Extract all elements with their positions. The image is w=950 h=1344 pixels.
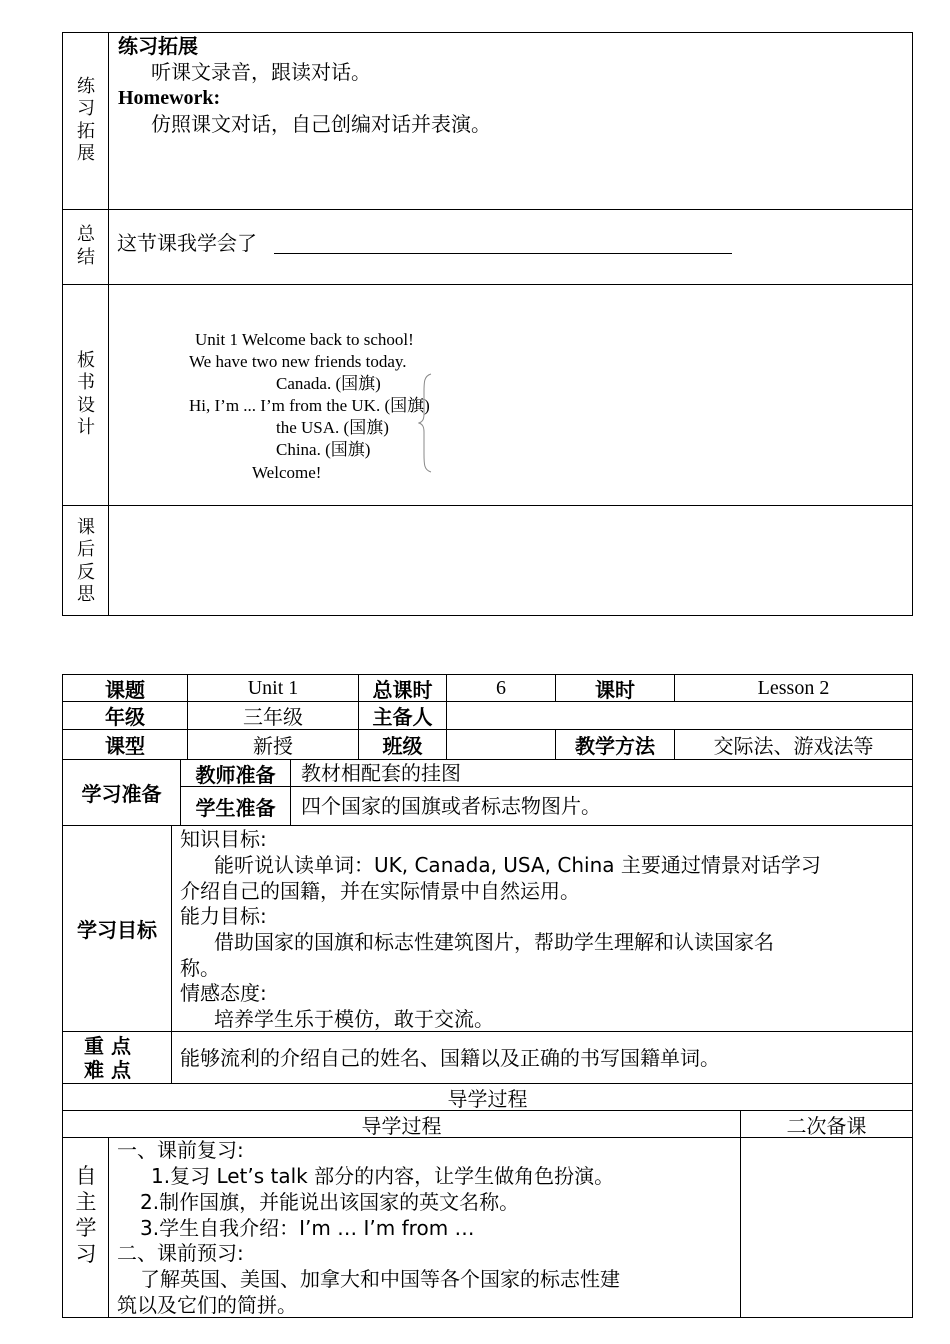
total-periods-label: 总课时 <box>372 677 433 702</box>
self-study-line: 一、课前复习: <box>117 1138 244 1162</box>
summary-blank-line <box>274 253 732 254</box>
board-line: China. (国旗) <box>276 440 371 459</box>
board-line: We have two new friends today. <box>189 352 407 371</box>
self-study-line: 3.学生自我介绍：I’m … I’m from … <box>140 1216 475 1240</box>
method-label: 教学方法 <box>575 734 655 758</box>
period-value: Lesson 2 <box>757 676 830 699</box>
self-study-line: 筑以及它们的简拼。 <box>117 1293 297 1317</box>
self-study-line: 了解英国、美国、加拿大和中国等各个国家的标志性建 <box>140 1267 620 1291</box>
board-line: Welcome! <box>252 463 322 482</box>
process-title: 导学过程 <box>447 1086 528 1111</box>
key-points-label-1: 重 点 <box>84 1034 131 1058</box>
practice-heading: 练习拓展 <box>118 34 198 58</box>
self-study-line: 1.复习 Let’s talk 部分的内容，让学生做角色扮演。 <box>151 1164 615 1188</box>
goals-label: 学习目标 <box>77 918 157 942</box>
board-line: Hi, I’m ... I’m from the UK. (国旗) <box>189 396 430 415</box>
board-line: the USA. (国旗) <box>276 418 389 437</box>
lead-preparer-label: 主备人 <box>372 705 433 729</box>
total-periods-value: 6 <box>496 676 506 699</box>
goal-line: 培养学生乐于模仿，敢于交流。 <box>214 1007 494 1031</box>
practice-line-1: 听课文录音，跟读对话。 <box>151 60 371 84</box>
grade-label: 年级 <box>105 705 145 729</box>
lesson-type-value: 新授 <box>253 734 293 758</box>
lesson-type-label: 课型 <box>105 734 145 758</box>
topic-value: Unit 1 <box>247 676 299 699</box>
process-header: 导学过程 <box>361 1113 442 1138</box>
goal-line: 知识目标: <box>180 827 267 851</box>
class-label: 班级 <box>382 734 423 758</box>
teacher-prep-value: 教材相配套的挂图 <box>301 761 461 785</box>
lead-preparer-value <box>447 702 912 729</box>
summary-text: 这节课我学会了 <box>117 231 257 255</box>
goal-line: 介绍自己的国籍，并在实际情景中自然运用。 <box>180 879 580 903</box>
board-line: Canada. (国旗) <box>276 374 381 393</box>
prep-label: 学习准备 <box>81 782 162 806</box>
student-prep-value: 四个国家的国旗或者标志物图片。 <box>301 794 601 818</box>
goal-line: 能力目标: <box>180 904 267 928</box>
teacher-prep-label: 教师准备 <box>195 762 276 787</box>
goal-line: 能听说认读单词：UK, Canada, USA, China 主要通过情景对话学习 <box>214 853 821 877</box>
board-brace-icon <box>418 372 434 474</box>
goal-line: 情感态度: <box>180 981 267 1005</box>
self-study-line: 二、课前预习: <box>117 1241 244 1265</box>
homework-label: Homework: <box>118 87 221 109</box>
topic-label: 课题 <box>105 677 145 702</box>
second-prep-header: 二次备课 <box>786 1113 867 1138</box>
goal-line: 借助国家的国旗和标志性建筑图片，帮助学生理解和认读国家名 <box>214 930 774 954</box>
self-study-line: 2.制作国旗，并能说出该国家的英文名称。 <box>140 1190 520 1214</box>
method-value: 交际法、游戏法等 <box>713 734 874 758</box>
period-label: 课时 <box>595 677 635 702</box>
key-points-label-2: 难 点 <box>84 1058 131 1082</box>
board-line: Unit 1 Welcome back to school! <box>195 330 414 349</box>
goal-line: 称。 <box>180 956 220 980</box>
grade-value: 三年级 <box>243 705 303 729</box>
class-value <box>447 730 555 759</box>
student-prep-label: 学生准备 <box>195 795 276 820</box>
practice-line-2: 仿照课文对话，自己创编对话并表演。 <box>151 112 491 136</box>
key-points-text: 能够流利的介绍自己的姓名、国籍以及正确的书写国籍单词。 <box>180 1046 720 1070</box>
